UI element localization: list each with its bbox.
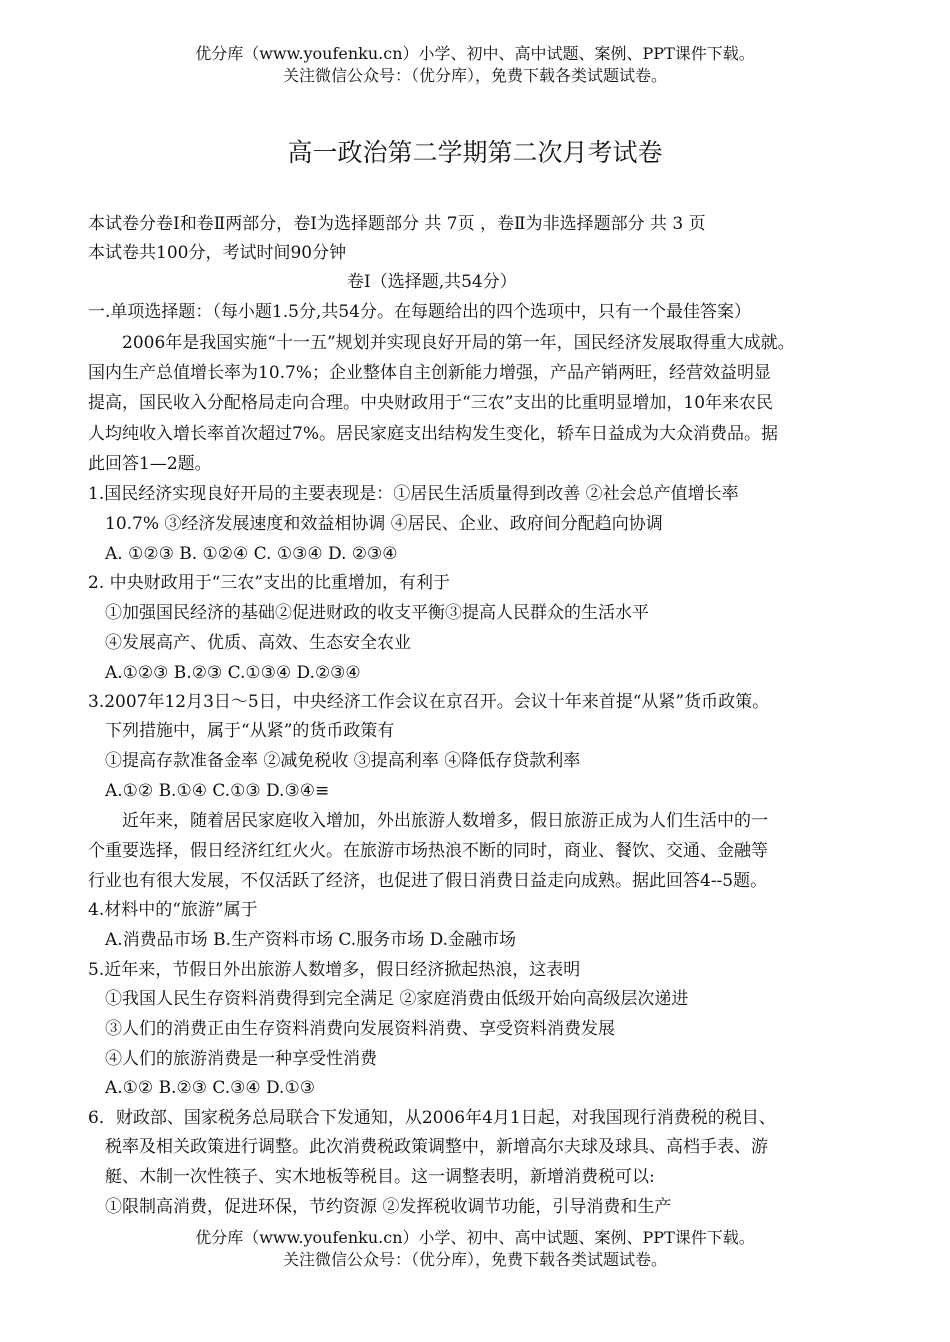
header-line-1: 优分库（www.youfenku.cn）小学、初中、高中试题、案例、PPT课件下载。 [195, 44, 755, 63]
question-2-stem: 2. 中央财政用于“三农”支出的比重增加，有利于 [88, 573, 451, 593]
passage-line: 2006年是我国实施“十一五”规划并实现良好开局的第一年，国民经济发展取得重大成就。 [122, 333, 795, 353]
header-line-2: 关注微信公众号：（优分库），免费下载各类试题试卷。 [282, 66, 667, 85]
question-4-stem: 4.材料中的“旅游”属于 [88, 900, 258, 920]
passage-line: 个重要选择，假日经济红红火火。在旅游市场热浪不断的同时，商业、餐饮、交通、金融等 [88, 841, 768, 861]
question-1-stem: 1.国民经济实现良好开局的主要表现是：①居民生活质量得到改善 ②社会总产值增长率 [88, 484, 739, 504]
question-5-item: ③人们的消费正由生存资料消费向发展资料消费、享受资料消费发展 [105, 1019, 615, 1039]
question-1-options: A. ①②③ B. ①②④ C. ①③④ D. ②③④ [105, 544, 398, 564]
passage-line: 提高，国民收入分配格局走向合理。中央财政用于“三农”支出的比重明显增加，10年来农民 [88, 393, 774, 413]
question-1-stem: 10.7% ③经济发展速度和效益相协调 ④居民、企业、政府间分配趋向协调 [105, 514, 663, 534]
section-title: 卷Ⅰ（选择题,共54分） [347, 272, 517, 292]
question-4-options: A.消费品市场 B.生产资料市场 C.服务市场 D.金融市场 [105, 930, 517, 950]
question-6-stem: 艇、木制一次性筷子、实木地板等税目。这一调整表明，新增消费税可以: [105, 1167, 655, 1187]
page-title: 高一政治第二学期第二次月考试卷 [287, 138, 663, 167]
question-5-item: ④人们的旅游消费是一种享受性消费 [105, 1049, 377, 1069]
question-5-item: ①我国人民生存资料消费得到完全满足 ②家庭消费由低级开始向高级层次递进 [105, 989, 689, 1009]
intro-line: 本试卷共100分，考试时间90分钟 [88, 243, 347, 263]
footer-line-2: 关注微信公众号：（优分库），免费下载各类试题试卷。 [282, 1250, 667, 1269]
question-3-options: A.①② B.①④ C.①③ D.③④≡ [105, 781, 330, 801]
passage-line: 行业也有很大发展，不仅活跃了经济，也促进了假日消费日益走向成熟。据此回答4--5题。 [88, 871, 768, 891]
question-3-stem: 下列措施中，属于“从紧”的货币政策有 [105, 721, 395, 741]
question-3-item: ①提高存款准备金率 ②减免税收 ③提高利率 ④降低存贷款利率 [105, 751, 581, 771]
passage-line: 国内生产总值增长率为10.7%；企业整体自主创新能力增强，产品产销两旺，经营效益明显 [88, 363, 772, 383]
question-2-options: A.①②③ B.②③ C.①③④ D.②③④ [105, 663, 361, 683]
passage-line: 此回答1—2题。 [88, 454, 212, 474]
intro-line: 本试卷分卷Ⅰ和卷Ⅱ两部分，卷Ⅰ为选择题部分 共 7页 ，卷Ⅱ为非选择题部分 共 3 页 [88, 214, 706, 234]
question-3-stem: 3.2007年12月3日～5日，中央经济工作会议在京召开。会议十年来首提“从紧”货币政策。 [88, 692, 770, 712]
question-5-options: A.①② B.②③ C.③④ D.①③ [105, 1078, 315, 1098]
passage-line: 人均纯收入增长率首次超过7%。居民家庭支出结构发生变化，轿车日益成为大众消费品。据 [88, 424, 778, 444]
instruction: 一.单项选择题：（每小题1.5分,共54分。在每题给出的四个选项中，只有一个最佳答案） [88, 302, 751, 322]
question-2-item: ④发展高产、优质、高效、生态安全农业 [105, 633, 411, 653]
question-6-stem: 6．财政部、国家税务总局联合下发通知，从2006年4月1日起，对我国现行消费税的税目、 [88, 1108, 776, 1128]
question-6-stem: 税率及相关政策进行调整。此次消费税政策调整中，新增高尔夫球及球具、高档手表、游 [105, 1137, 768, 1157]
footer-line-1: 优分库（www.youfenku.cn）小学、初中、高中试题、案例、PPT课件下载。 [195, 1228, 755, 1247]
question-5-stem: 5.近年来，节假日外出旅游人数增多，假日经济掀起热浪，这表明 [88, 960, 581, 980]
question-6-item: ①限制高消费，促进环保，节约资源 ②发挥税收调节功能，引导消费和生产 [105, 1197, 672, 1217]
passage-line: 近年来，随着居民家庭收入增加，外出旅游人数增多，假日旅游正成为人们生活中的一 [122, 811, 768, 831]
question-2-item: ①加强国民经济的基础②促进财政的收支平衡③提高人民群众的生活水平 [105, 603, 649, 623]
